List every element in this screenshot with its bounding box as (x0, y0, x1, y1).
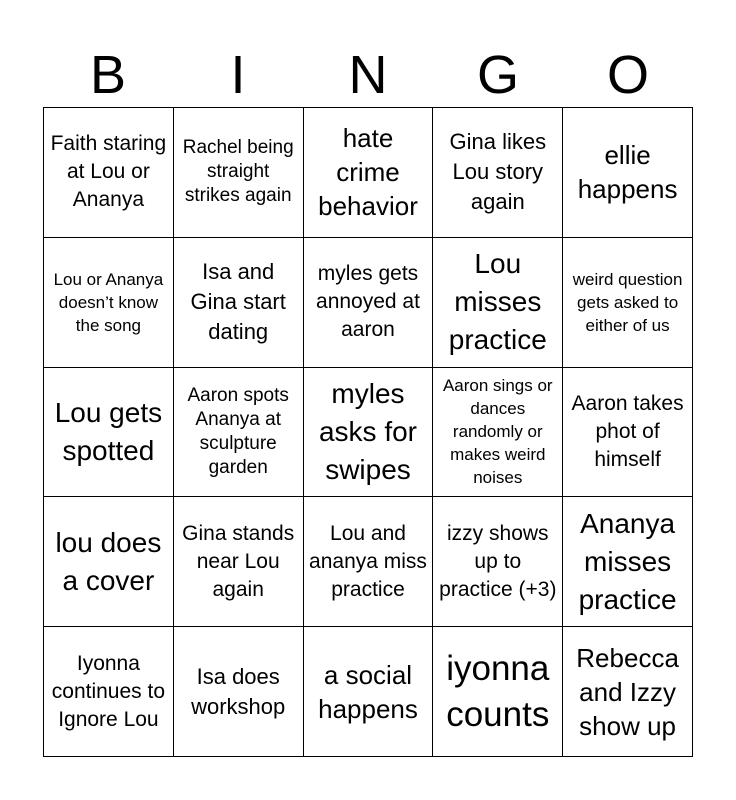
cell-text: lou does a cover (55, 526, 162, 596)
cell-text: Aaron spots Ananya at sculpture garden (187, 384, 289, 478)
bingo-cell[interactable] (304, 368, 434, 498)
cell-text: ellie happens (577, 140, 678, 205)
bingo-cell[interactable] (174, 108, 304, 238)
cell-text: Lou or Ananya doesn’t know the song (53, 269, 164, 335)
header-letter-o: O (606, 45, 649, 105)
bingo-cell[interactable] (433, 108, 563, 238)
bingo-board (43, 107, 693, 757)
cell-text: iyonna counts (446, 648, 550, 734)
bingo-cell[interactable] (304, 108, 434, 238)
header-letter-b: B (89, 45, 127, 105)
cell-text: Lou gets spotted (54, 396, 163, 466)
cell-text: Aaron takes phot of himself (571, 391, 684, 471)
cell-text: Lou misses practice (448, 248, 547, 356)
bingo-cell[interactable] (304, 497, 434, 627)
bingo-cell[interactable] (44, 497, 174, 627)
bingo-header (43, 44, 693, 106)
bingo-cell[interactable] (433, 368, 563, 498)
cell-text: Gina likes Lou story again (449, 129, 547, 215)
bingo-cell[interactable] (563, 108, 693, 238)
cell-text: myles asks for swipes (318, 377, 417, 485)
cell-text: Rebecca and Izzy show up (576, 642, 679, 741)
cell-text: Faith staring at Lou or Ananya (50, 132, 167, 212)
bingo-cell[interactable] (44, 238, 174, 368)
bingo-cell[interactable] (433, 238, 563, 368)
bingo-cell[interactable] (304, 238, 434, 368)
bingo-cell[interactable] (563, 368, 693, 498)
bingo-cell[interactable] (44, 108, 174, 238)
bingo-cell[interactable] (433, 627, 563, 757)
bingo-cell[interactable] (174, 627, 304, 757)
cell-text: a social happens (318, 659, 418, 724)
bingo-cell[interactable] (304, 627, 434, 757)
header-letter-g: G (476, 45, 519, 105)
header-letter-n: N (348, 45, 388, 105)
cell-text: Gina stands near Lou again (182, 521, 295, 601)
bingo-cell[interactable] (433, 497, 563, 627)
bingo-cell[interactable] (174, 497, 304, 627)
cell-text: Isa and Gina start dating (190, 259, 286, 345)
cell-text: hate crime behavior (318, 123, 418, 222)
cell-text: Rachel being straight strikes again (182, 137, 294, 207)
bingo-cell[interactable] (44, 627, 174, 757)
bingo-cell[interactable] (563, 238, 693, 368)
bingo-cell[interactable] (563, 627, 693, 757)
cell-text: Lou and ananya miss practice (309, 521, 427, 601)
bingo-cell[interactable] (174, 368, 304, 498)
bingo-cell[interactable] (44, 368, 174, 498)
bingo-cell[interactable] (174, 238, 304, 368)
cell-text: weird question gets asked to either of us (572, 269, 683, 335)
cell-text: Isa does workshop (191, 663, 286, 719)
cell-text: myles gets annoyed at aaron (316, 262, 420, 342)
cell-text: Aaron sings or dances randomly or makes weird noises (442, 376, 553, 488)
cell-text: izzy shows up to practice (+3) (439, 521, 557, 601)
header-letter-i: I (230, 45, 246, 105)
cell-text: Iyonna continues to Ignore Lou (51, 651, 166, 731)
cell-text: Ananya misses practice (578, 507, 677, 615)
bingo-cell[interactable] (563, 497, 693, 627)
